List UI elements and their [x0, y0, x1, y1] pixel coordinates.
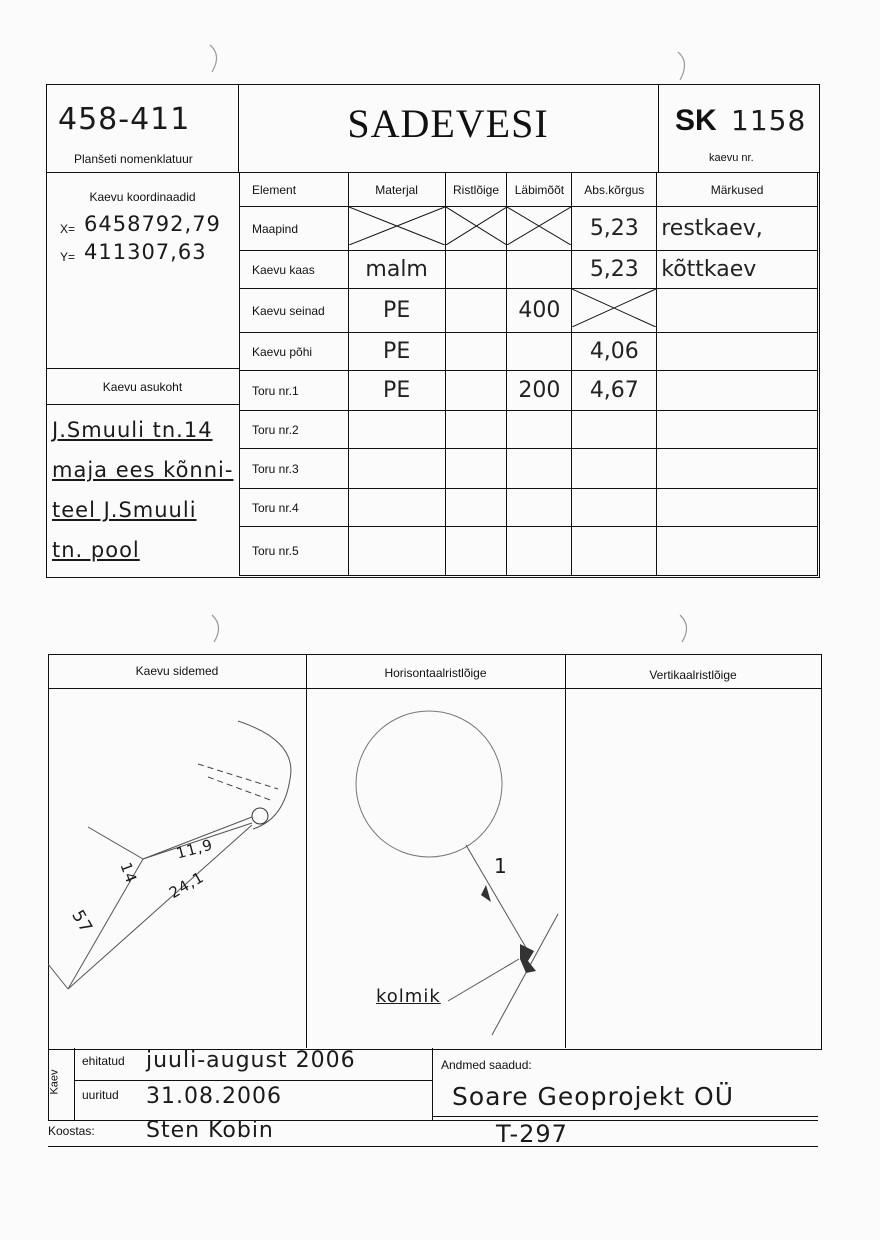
location-block: [46, 368, 240, 576]
location-line-4: tn. pool: [52, 538, 140, 562]
diameter-value: [507, 333, 572, 371]
well-label: kaevu nr.: [709, 152, 754, 164]
sidemed-header: Kaevu sidemed: [135, 664, 219, 678]
height-value: 5,23: [572, 251, 657, 289]
material-value: PE: [348, 333, 445, 371]
crossed-cell: [507, 207, 572, 251]
column-header: Märkused: [657, 173, 818, 207]
section-value: [445, 289, 507, 333]
diameter-value: 200: [507, 371, 572, 411]
material-value: PE: [348, 371, 445, 411]
element-name: Toru nr.5: [240, 527, 349, 576]
cross-mark-icon: [572, 289, 656, 327]
table-row: [240, 489, 818, 527]
element-name: Kaevu seinad: [240, 289, 349, 333]
built-label: ehitatud: [82, 1054, 125, 1068]
coordinates-block: [46, 172, 240, 369]
dim-57: 57: [67, 906, 97, 938]
well-number-cell: [658, 84, 819, 173]
table-row: [240, 411, 818, 449]
y-value: 411307,63: [84, 240, 207, 264]
y-prefix: Y=: [60, 250, 76, 264]
column-header: Läbimõõt: [507, 173, 572, 207]
well-number: 1158: [731, 104, 807, 137]
notes-value: restkaev,: [657, 207, 818, 251]
diameter-value: [507, 251, 572, 289]
column-header: Abs.kõrgus: [572, 173, 657, 207]
section-value: [445, 251, 507, 289]
built-value: juuli-august 2006: [146, 1048, 356, 1073]
table-row: [240, 371, 818, 411]
dim-14: 14: [116, 860, 141, 886]
table-row: [240, 251, 818, 289]
nomenclature-cell: [46, 84, 239, 173]
sidemed-sketch: [48, 689, 306, 1047]
column-header: Materjal: [348, 173, 445, 207]
location-line-1: J.Smuuli tn.14: [52, 418, 213, 442]
crossed-cell: [445, 207, 507, 251]
crossed-cell: [348, 207, 445, 251]
height-value: 4,06: [572, 333, 657, 371]
height-value: 4,67: [572, 371, 657, 411]
material-value: malm: [348, 251, 445, 289]
vertical-section-header: Vertikaalristlõige: [649, 668, 737, 682]
column-header: Ristlõige: [445, 173, 507, 207]
table-header-row: [240, 173, 818, 207]
pipe-number: 1: [494, 854, 508, 878]
table-row: [240, 289, 818, 333]
surveyed-value: 31.08.2006: [146, 1084, 282, 1109]
notes-value: kõttkaev: [657, 251, 818, 289]
dim-24-1: 24,1: [166, 867, 208, 903]
elements-table: [239, 172, 818, 576]
element-name: Toru nr.2: [240, 411, 349, 449]
crossed-cell: [572, 289, 657, 333]
composer-label: Koostas:: [48, 1124, 95, 1138]
table-row: [240, 207, 818, 251]
table-row: [240, 333, 818, 371]
element-name: Kaevu kaas: [240, 251, 349, 289]
element-name: Maapind: [240, 207, 349, 251]
notes-value: [657, 333, 818, 371]
notes-value: [657, 289, 818, 333]
horizontal-section-header: Horisontaalristlõige: [384, 666, 487, 680]
surveyed-label: uuritud: [82, 1088, 119, 1102]
well-prefix: SK: [675, 104, 717, 137]
material-value: PE: [348, 289, 445, 333]
location-line-2: maja ees kõnni-: [52, 458, 234, 482]
nomenclature-value: 458-411: [58, 102, 191, 137]
page-title: SADEVESI: [347, 101, 549, 146]
location-line-3: teel J.Smuuli: [52, 498, 197, 522]
table-row: [240, 449, 818, 489]
element-name: Toru nr.1: [240, 371, 349, 411]
kolmik-label: kolmik: [376, 986, 441, 1007]
source-code: T-297: [496, 1120, 568, 1148]
nomenclature-label: Planšeti nomenklatuur: [74, 152, 193, 166]
section-value: [445, 371, 507, 411]
composer-value: Sten Kobin: [146, 1118, 274, 1143]
dim-11-9: 11,9: [174, 835, 216, 863]
cross-mark-icon: [349, 207, 445, 245]
x-value: 6458792,79: [84, 212, 221, 236]
coordinates-label: Kaevu koordinaadid: [89, 190, 196, 204]
table-row: [240, 527, 818, 576]
source-label: Andmed saadud:: [441, 1058, 532, 1072]
column-header: Element: [240, 173, 349, 207]
notes-value: [657, 371, 818, 411]
section-value: [445, 333, 507, 371]
element-name: Toru nr.4: [240, 489, 349, 527]
cross-mark-icon: [507, 207, 571, 245]
height-value: 5,23: [572, 207, 657, 251]
cross-mark-icon: [446, 207, 507, 245]
kaev-label: Kaev: [48, 1069, 61, 1095]
element-name: Toru nr.3: [240, 449, 349, 489]
diameter-value: 400: [507, 289, 572, 333]
location-label: Kaevu asukoht: [102, 380, 183, 394]
element-name: Kaevu põhi: [240, 333, 349, 371]
well-circle: [356, 711, 502, 857]
x-prefix: X=: [60, 222, 76, 236]
source-value: Soare Geoprojekt OÜ: [452, 1082, 735, 1111]
